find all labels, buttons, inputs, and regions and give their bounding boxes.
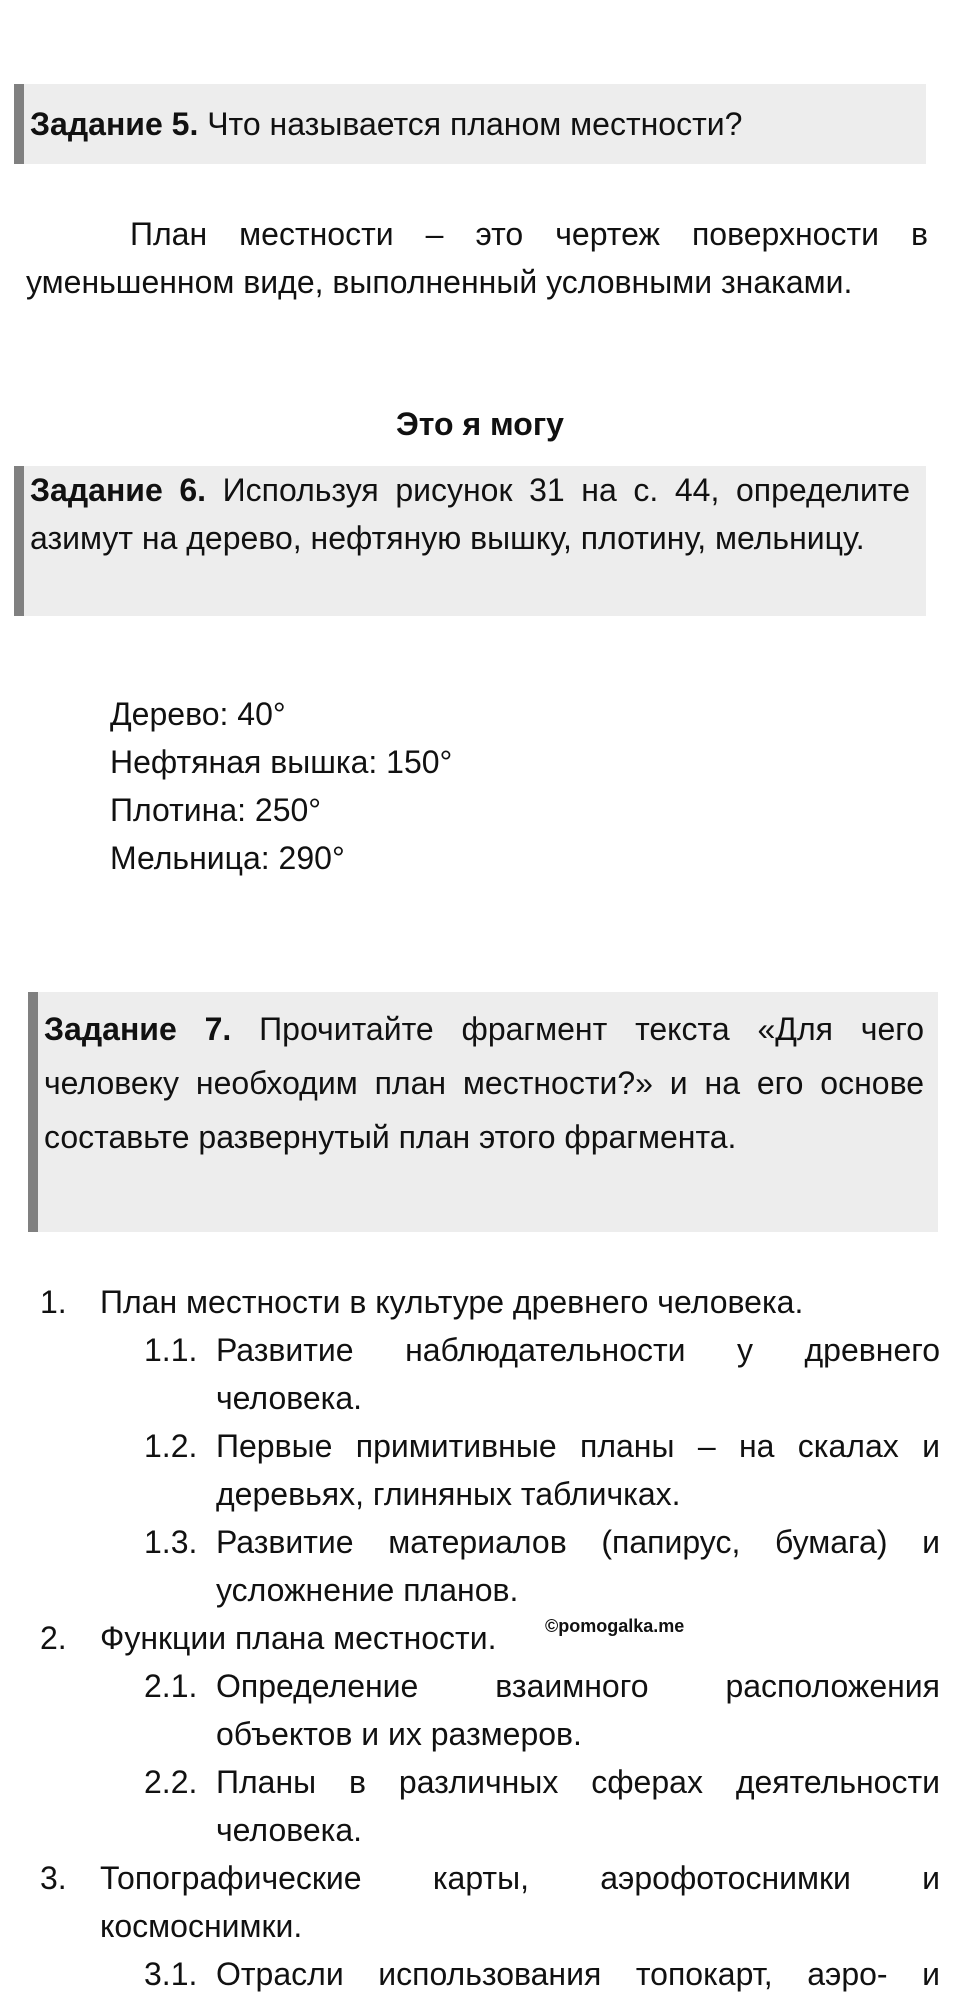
section-heading: Это я могу (396, 406, 564, 442)
plan-item-3-1 (144, 1950, 940, 1998)
plan-text: Развитие наблюдательности у древнего человека. (216, 1332, 940, 1416)
plan-num: 1. (40, 1284, 67, 1320)
plan-num: 1.1. (144, 1332, 198, 1368)
watermark: ©pomogalka.me (545, 1616, 685, 1636)
answer-dam: Плотина: 250° (110, 792, 322, 828)
plan-item-2 (40, 1614, 940, 1662)
task7-box (28, 992, 938, 1232)
plan-item-1 (40, 1278, 940, 1326)
plan-num: 2. (40, 1620, 67, 1656)
plan-text: Определение взаимного расположения объектов и их размеров. (216, 1668, 940, 1752)
plan-num: 2.1. (144, 1668, 198, 1704)
plan-item-2-2 (144, 1758, 940, 1854)
task5-answer: План местности – это чертеж поверхности в уменьшенном виде, выполненный условными знаками. (26, 216, 928, 300)
plan-item-1-3 (144, 1518, 940, 1614)
answer-tree: Дерево: 40° (110, 696, 286, 732)
task7-label: Задание 7. (44, 1011, 232, 1047)
task6-box (14, 466, 926, 616)
task7-question: Прочитайте фрагмент текста «Для чего человеку необходим план местности?» и на его основе составьте развернутый план этого фрагмента. (44, 1011, 925, 1155)
task5-box (14, 84, 926, 164)
task6-answers (110, 690, 452, 882)
plan-text: Топографические карты, аэрофотоснимки и космоснимки. (100, 1860, 940, 1944)
task6-question: Используя рисунок 31 на с. 44, определите азимут на дерево, нефтяную вышку, плотину, мельницу. (30, 472, 910, 556)
plan-item-3 (40, 1854, 940, 1950)
plan-num: 1.2. (144, 1428, 198, 1464)
plan-text: Первые примитивные планы – на скалах и деревьях, глиняных табличках. (216, 1428, 940, 1512)
plan-item-2-1 (144, 1662, 940, 1758)
plan-num: 1.3. (144, 1524, 198, 1560)
answer-mill: Мельница: 290° (110, 840, 345, 876)
plan-num: 3. (40, 1860, 67, 1896)
task7-text (44, 1002, 924, 1164)
task5-text (30, 100, 910, 148)
plan-text: Планы в различных сферах деятельности человека. (216, 1764, 940, 1848)
plan-num: 2.2. (144, 1764, 198, 1800)
task5-accent-bar (14, 84, 24, 164)
task6-accent-bar (14, 466, 24, 616)
plan-text: План местности в культуре древнего человека. (100, 1284, 804, 1320)
plan-text: Отрасли использования топокарт, аэро- и (216, 1956, 940, 1992)
answer-oil-rig: Нефтяная вышка: 150° (110, 744, 453, 780)
task6-label: Задание 6. (30, 472, 207, 508)
plan-item-1-1 (144, 1326, 940, 1422)
task5-label: Задание 5. (30, 106, 199, 142)
plan-num: 3.1. (144, 1956, 198, 1992)
task7-accent-bar (28, 992, 38, 1232)
task6-text (30, 466, 910, 562)
plan-item-1-2 (144, 1422, 940, 1518)
plan-text: Развитие материалов (папирус, бумага) и усложнение планов. (216, 1524, 940, 1608)
task5-question: Что называется планом местности? (207, 106, 743, 142)
plan-text: Функции плана местности. (100, 1620, 497, 1656)
